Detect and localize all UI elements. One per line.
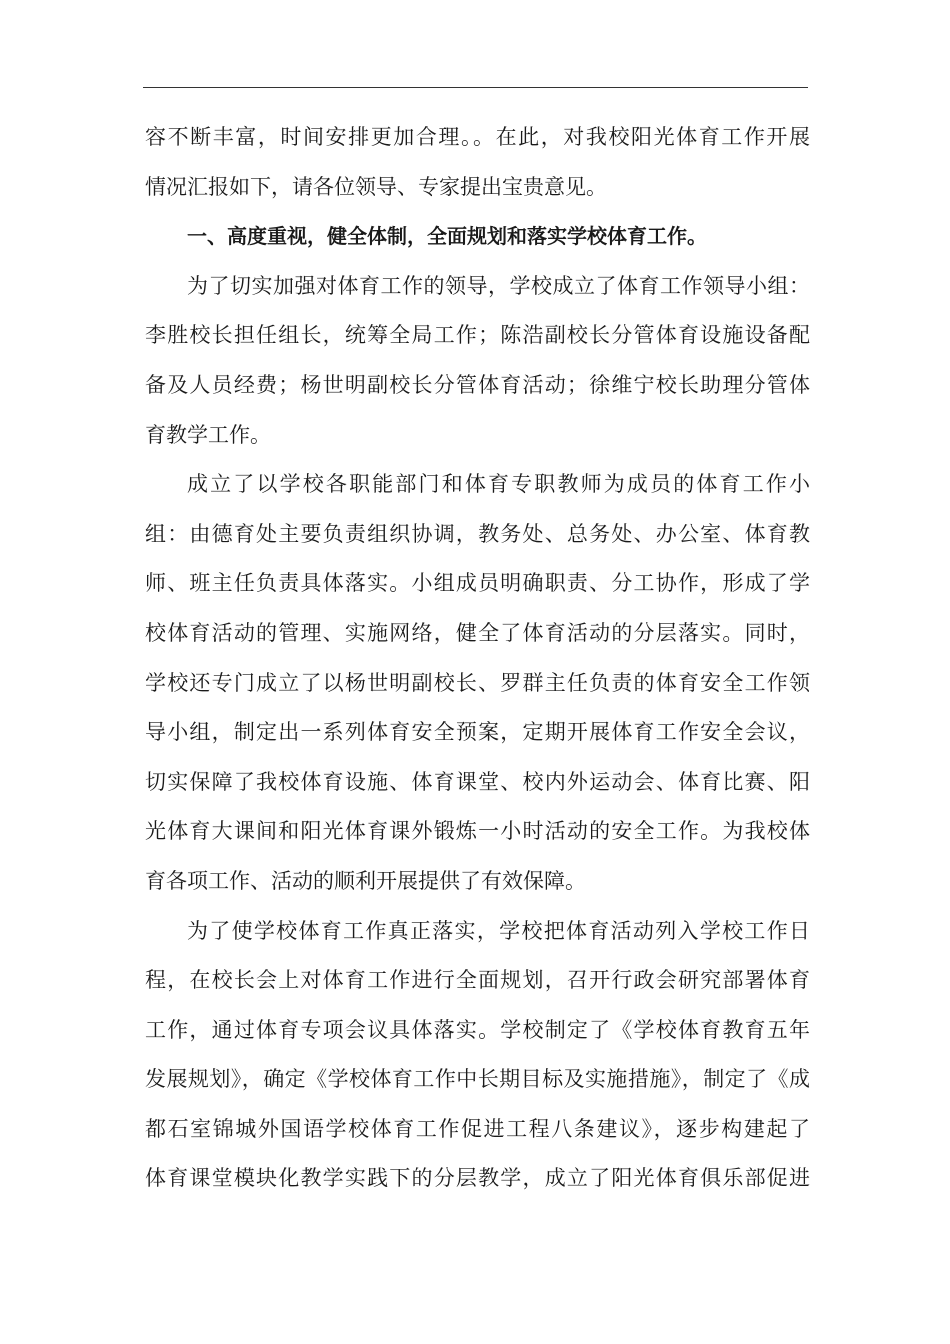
section-heading <box>145 212 810 262</box>
document-body <box>145 113 810 1204</box>
text-line: 育各项工作、活动的顺利开展提供了有效保障。 <box>145 868 586 893</box>
text-line: 工作，通过体育专项会议具体落实。学校制定了《学校体育教育五年 <box>145 1017 810 1042</box>
text-line: 发展规划》，确定《学校体育工作中长期目标及实施措施》，制定了《成 <box>145 1067 810 1092</box>
text-line: 容不断丰富，时间安排更加合理。。在此，对我校阳光体育工作开展 <box>145 125 810 149</box>
text-line: 都石室锦城外国语学校体育工作促进工程八条建议》，逐步构建起了 <box>145 1116 810 1141</box>
text-line: 李胜校长担任组长，统筹全局工作；陈浩副校长分管体育设施设备配 <box>145 323 810 348</box>
text-line: 组：由德育处主要负责组织协调，教务处、总务处、办公室、体育教 <box>145 521 810 546</box>
text-line: 导小组，制定出一系列体育安全预案，定期开展体育工作安全会议， <box>145 720 810 745</box>
text-line: 育教学工作。 <box>145 422 271 447</box>
text-line: 切实保障了我校体育设施、体育课堂、校内外运动会、体育比赛、阳 <box>145 769 810 794</box>
text-line: 师、班主任负责具体落实。小组成员明确职责、分工协作，形成了学 <box>145 571 810 596</box>
text-line: 为了使学校体育工作真正落实，学校把体育活动列入学校工作日 <box>187 918 810 943</box>
text-line: 校体育活动的管理、实施网络，健全了体育活动的分层落实。同时， <box>145 620 810 645</box>
paragraph-work-group <box>145 460 810 906</box>
heading-text: 一、高度重视，健全体制，全面规划和落实学校体育工作。 <box>187 224 707 249</box>
text-line: 成立了以学校各职能部门和体育专职教师为成员的体育工作小 <box>187 472 810 497</box>
text-line: 为了切实加强对体育工作的领导，学校成立了体育工作领导小组： <box>187 273 810 298</box>
text-line: 体育课堂模块化教学实践下的分层教学，成立了阳光体育俱乐部促进 <box>145 1166 810 1191</box>
text-line: 备及人员经费；杨世明副校长分管体育活动；徐维宁校长助理分管体 <box>145 372 810 397</box>
text-line: 程，在校长会上对体育工作进行全面规划，召开行政会研究部署体育 <box>145 968 810 993</box>
header-rule <box>143 87 808 88</box>
text-line: 学校还专门成立了以杨世明副校长、罗群主任负责的体育安全工作领 <box>145 670 810 695</box>
text-line: 光体育大课间和阳光体育课外锻炼一小时活动的安全工作。为我校体 <box>145 819 810 844</box>
paragraph-intro <box>145 113 810 212</box>
text-line: 情况汇报如下，请各位领导、专家提出宝贵意见。 <box>145 174 607 199</box>
paragraph-leadership-group <box>145 262 810 460</box>
paragraph-planning <box>145 907 810 1205</box>
